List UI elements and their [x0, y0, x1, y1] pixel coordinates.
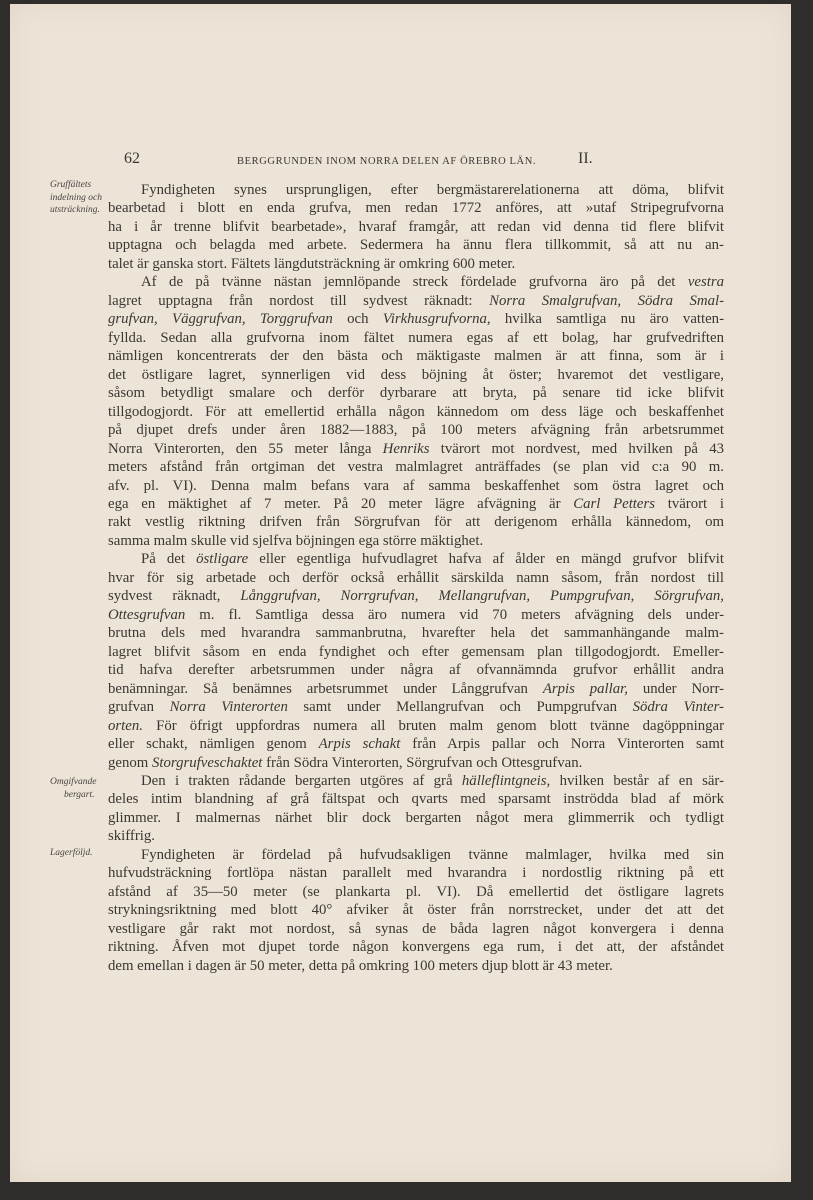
text-line [108, 587, 724, 605]
italic-text: Henriks [382, 440, 430, 457]
paragraph [108, 846, 724, 975]
text-line [108, 772, 724, 790]
italic-text: orten. [108, 717, 143, 734]
text-run: dem emellan i dagen är 50 meter, detta på omkring 100 meters djup blott är 43 meter. [108, 957, 613, 974]
text-line [108, 366, 724, 384]
text-run: på djupet drefs under åren 1882—1883, på 100 meters afvägning från arbetsrummet [108, 422, 724, 439]
book-page [10, 4, 791, 1182]
text-run: sydvest räknadt, [108, 588, 241, 605]
text-line [108, 513, 724, 531]
italic-text: grufvan, Väggrufvan, Torggrufvan [108, 311, 333, 328]
text-line [108, 384, 724, 402]
margin-note-gruffaltets [50, 179, 102, 217]
italic-text: Södra Vinter- [632, 699, 724, 716]
text-run: Fyndigheten synes ursprungligen, efter bergmästarerelationerna att döma, blifvit [141, 182, 724, 198]
text-line [108, 477, 724, 495]
text-line [108, 550, 724, 568]
text-run: nämligen koncentrerats der den bästa och mäktigaste malmen är att finna, som är i [108, 348, 724, 365]
italic-text: Virkhusgrufvorna, [382, 311, 491, 328]
italic-text: Långgrufvan, Norrgrufvan, Mellangrufvan, Pumpgrufvan, Sörgrufvan, [240, 588, 724, 605]
text-line [108, 421, 724, 439]
text-run: riktning. Åfven mot djupet torde någon konvergens ega rum, i det att, der afståndet [108, 939, 724, 956]
text-run: hufvudsträckning fortlöpa nästan parallelt med hvarandra i nordostlig riktning på ett [108, 865, 724, 882]
text-run: afv. pl. VI). Denna malm befans vara af samma beskaffenhet som östra lagret och [108, 477, 724, 494]
text-run: ega en mäktighet af 7 meter. På 20 meter lägre afvägning är [108, 495, 574, 512]
text-run: benämningar. Så benämnes arbetsrummet under Långgrufvan [108, 680, 543, 697]
italic-text: Norra Vinterorten [169, 699, 288, 716]
italic-text: vestra [687, 274, 724, 291]
text-line [108, 403, 724, 421]
text-run: under Norr- [628, 680, 725, 697]
text-line [108, 495, 724, 513]
text-run: eller schakt, nämligen genom [108, 736, 319, 753]
text-line [108, 199, 724, 217]
text-line [108, 957, 724, 975]
text-run: deles intim blandning af grå fältspat och qvarts med sparsamt inströdda blad af mörk [108, 791, 724, 808]
text-run: vestligare går rakt mot nordost, så synas de båda lagren något konvergera i denna [108, 920, 724, 937]
text-run: afstånd af 35—50 meter (se plankarta pl. VI). Då emellertid det östligare lagrets [108, 883, 724, 900]
text-run: tid hafva derefter arbetsrummen under några af ofvannämnda grufvor erhållit andra [108, 662, 724, 679]
italic-text: Norra Smalgrufvan, Södra Smal- [489, 292, 725, 309]
text-run: rakt vestlig riktning drifven från Sörgrufvan för att derigenom erhålla kännedom, om [108, 514, 724, 531]
text-line [108, 458, 724, 476]
text-line [108, 680, 724, 698]
text-line [108, 273, 724, 291]
paragraph [108, 181, 724, 273]
margin-note-line: indelning och [50, 192, 102, 203]
text-line [108, 717, 724, 735]
text-run: Fyndigheten är fördelad på hufvudsakligen tvänne malmlager, hvilka med sin [141, 846, 724, 863]
text-run: Af de på tvänne nästan jemnlöpande streck fördelade grufvorna äro på det [141, 274, 688, 291]
text-line [108, 661, 724, 679]
italic-text: Ottesgrufvan [108, 606, 186, 623]
text-run: bearbetad i blott en enda grufva, men redan 1772 anföres, att »utaf Stripegrufvorna [108, 200, 724, 217]
part-number: II. [578, 150, 593, 167]
text-run: m. fl. Samtliga dessa äro numera vid 70 meters afvägning dels under- [185, 606, 724, 623]
paragraph [108, 273, 724, 550]
text-run: meters afstånd från ortgiman det vestra malmlagret anträffades (se plan vid c:a 90 m. [108, 459, 724, 476]
text-line [108, 218, 724, 236]
text-line [108, 901, 724, 919]
text-line [108, 347, 724, 365]
text-run: samt under Mellangrufvan och Pumpgrufvan [287, 699, 633, 716]
text-run: skiffrig. [108, 828, 155, 845]
text-run: samma malm skulle vid sjelfva böjningen ega större mäktighet. [108, 532, 484, 549]
text-run: tvärort mot nordvest, med hvilken på 43 [429, 440, 724, 457]
text-run: hvar för sig arbetade och derför också erhållit särskilda namn såsom, från nordost till [108, 569, 724, 586]
text-line [108, 883, 724, 901]
text-run: från Arpis pallar och Norra Vinterorten samt [400, 736, 724, 753]
paragraph [108, 550, 724, 772]
text-run: glimmer. I malmernas närhet blir dock bergarten något mera glimmerrik och tydligt [108, 809, 724, 826]
text-line [108, 624, 724, 642]
text-line [108, 440, 724, 458]
text-run: lagret blifvit såsom en enda fyndighet och efter gemensam plan tillgodogjordt. Emeller- [108, 643, 724, 660]
italic-text: Arpis schakt [318, 736, 401, 753]
margin-note-line: Omgifvande [50, 777, 97, 787]
text-run: det östligare lagret, synnerligen vid dess böjning åt öster; hvaremot det vestligare, [108, 366, 724, 383]
text-run: hvilken består af en sär- [550, 773, 724, 789]
text-line [108, 606, 724, 624]
paragraph [108, 772, 724, 846]
text-line [108, 864, 724, 882]
text-run: brutna dels med hvarandra sammanbrutna, hvarefter hela det sammanhängande malm- [108, 625, 724, 642]
body-text [108, 181, 724, 975]
margin-note-line: Gruffältets [50, 180, 92, 190]
text-run: såsom betydligt smalare och derför dyrbarare att bryta, på senare tid icke blifvit [108, 385, 724, 402]
margin-note-lagerfoljd [50, 847, 93, 860]
text-line [108, 920, 724, 938]
text-run: tvärort i [655, 495, 724, 512]
text-line [108, 643, 724, 661]
margin-note-line: utsträckning. [50, 205, 100, 215]
text-run: För öfrigt uppfordras numera all bruten malm genom blott tvänne dagöppningar [142, 717, 724, 734]
italic-text: Carl Petters [573, 495, 655, 512]
margin-note-line: bergart. [64, 789, 95, 800]
text-line [108, 532, 724, 550]
page-number: 62 [124, 150, 140, 167]
text-run: genom [108, 754, 152, 771]
text-run: eller egentliga hufvudlagret hafva af ålder en mängd grufvor blifvit [248, 551, 724, 568]
text-run: Norra Vinterorten, den 55 meter långa [108, 440, 383, 457]
text-line [108, 827, 724, 845]
text-line [108, 754, 724, 772]
text-line [108, 255, 724, 273]
text-line [108, 310, 724, 328]
text-line [108, 790, 724, 808]
text-line [108, 846, 724, 864]
text-line [108, 569, 724, 587]
text-line [108, 181, 724, 199]
text-run: grufvan [108, 699, 170, 716]
italic-text: hälleflintgneis, [461, 773, 551, 789]
text-run: och [332, 311, 383, 328]
text-line [108, 236, 724, 254]
text-run: fyllda. Sedan alla grufvorna inom fältet numera egas af ett bolag, har grufvedriften [108, 329, 724, 346]
text-line [108, 329, 724, 347]
text-run: lagret upptagna från nordost till sydvest räknadt: [108, 292, 490, 309]
text-run: tillgodogjordt. För att emellertid erhålla någon kännedom om dess läge och beskaffenhet [108, 403, 724, 420]
margin-note-line: Lagerföljd. [50, 848, 93, 858]
text-line [108, 292, 724, 310]
text-run: talet är ganska stort. Fältets längdutsträckning är omkring 600 meter. [108, 255, 516, 272]
running-title: BERGGRUNDEN INOM NORRA DELEN AF ÖREBRO LÄN. [237, 156, 537, 167]
text-run: På det [141, 551, 197, 568]
text-run: strykningsriktning med blott 40° afviker åt öster från norrstrecket, under det att det [108, 902, 724, 919]
text-line [108, 698, 724, 716]
italic-text: Arpis pallar, [542, 680, 628, 697]
margin-note-omgifvande [50, 776, 96, 801]
text-run: hvilka samtliga nu äro vatten- [490, 311, 725, 328]
text-run: Den i trakten rådande bergarten utgöres af grå [141, 773, 462, 789]
text-run: ha i år trenne blifvit bearbetade», hvaraf framgår, att redan vid denna tid flere blifvit [108, 218, 724, 235]
text-line [108, 735, 724, 753]
text-run: från Södra Vinterorten, Sörgrufvan och Ottesgrufvan. [262, 754, 583, 771]
text-run: upptagna och belagda med arbete. Sedermera ha ännu flera tillkommit, så att nu an- [108, 237, 724, 254]
text-line [108, 809, 724, 827]
italic-text: Storgrufveschaktet [151, 754, 263, 771]
italic-text: östligare [196, 551, 249, 568]
text-line [108, 938, 724, 956]
